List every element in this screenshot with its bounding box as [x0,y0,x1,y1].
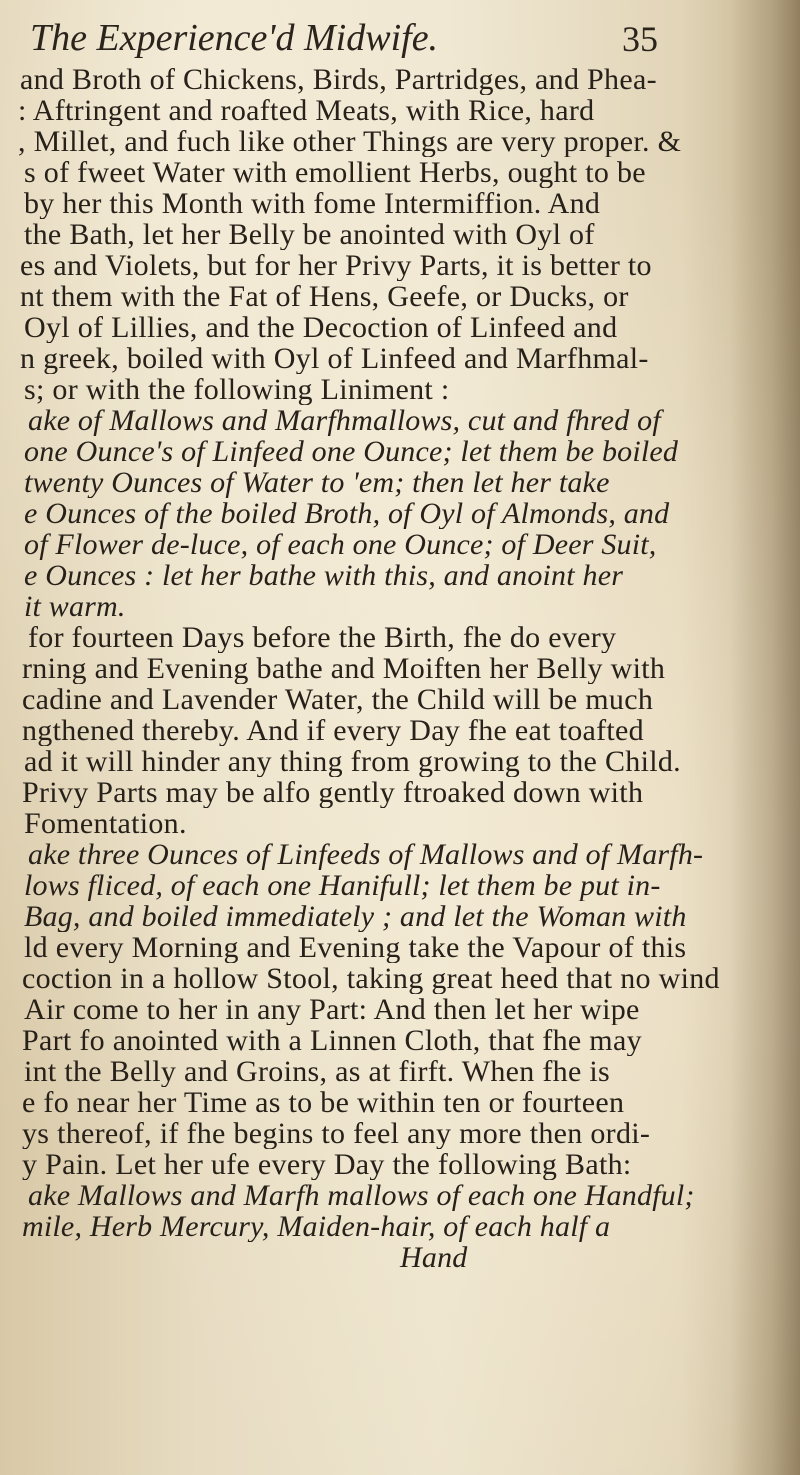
text-line [0,1025,800,1056]
text-line-content: int the Belly and Groins, as at firft. When fhe is [24,1056,610,1087]
text-line [0,1180,800,1211]
text-line [0,560,800,591]
text-line-content: n greek, boiled with Oyl of Linfeed and Marfhmal- [20,343,649,374]
text-line-content: cadine and Lavender Water, the Child will be much [22,684,654,715]
text-line-content: y Pain. Let her ufe every Day the following Bath: [22,1149,632,1180]
text-line-content: s of fweet Water with emollient Herbs, ought to be [24,157,646,188]
text-line-content: ake three Ounces of Linfeeds of Mallows and of Marfh- [28,839,704,870]
text-line-content: ake of Mallows and Marfhmallows, cut and fhred of [28,405,661,436]
text-line [0,808,800,839]
text-line-content: ngthened thereby. And if every Day fhe eat toafted [22,715,644,746]
text-line-content: e fo near her Time as to be within ten or fourteen [22,1087,625,1118]
text-line [0,932,800,963]
text-line [0,653,800,684]
text-line-content: and Broth of Chickens, Birds, Partridges, and Phea- [20,64,657,95]
text-line [0,529,800,560]
text-line [0,219,800,250]
text-line [0,1149,800,1180]
text-line [0,715,800,746]
text-line [0,1211,800,1242]
text-line-content: mile, Herb Mercury, Maiden-hair, of each half a [22,1211,611,1242]
text-line [0,1118,800,1149]
text-line-content: Hand [400,1242,468,1273]
text-line-content: : Aftringent and roafted Meats, with Rice, hard [18,95,595,126]
text-line-content: e Ounces of the boiled Broth, of Oyl of Almonds, and [24,498,670,529]
text-line-content: for fourteen Days before the Birth, fhe do every [28,622,617,653]
text-line-content: ake Mallows and Marfh mallows of each one Handful; [28,1180,695,1211]
text-line [0,188,800,219]
text-line-content: e Ounces : let her bathe with this, and anoint her [24,560,624,591]
text-line-content: s; or with the following Liniment : [24,374,450,405]
text-line-content: lows fliced, of each one Hanifull; let them be put in- [24,870,661,901]
page-number: 35 [622,19,658,59]
text-line [0,746,800,777]
text-line [0,684,800,715]
text-line [0,64,800,95]
text-line [0,281,800,312]
text-line-content: it warm. [24,591,126,622]
text-line-content: Part fo anointed with a Linnen Cloth, that fhe may [22,1025,642,1056]
text-line-content: ys thereof, if fhe begins to feel any more then ordi- [22,1118,651,1149]
text-line [0,436,800,467]
text-line [0,126,800,157]
text-line-content: ad it will hinder any thing from growing to the Child. [24,746,681,777]
text-line-content: Oyl of Lillies, and the Decoction of Linfeed and [24,312,618,343]
text-line-content: nt them with the Fat of Hens, Geefe, or Ducks, or [20,281,629,312]
text-line-content: rning and Evening bathe and Moiften her Belly with [22,653,666,684]
text-line-content: Fomentation. [24,808,187,839]
body-text [0,64,800,1273]
text-line-content: es and Violets, but for her Privy Parts, it is better to [20,250,652,281]
text-line [0,870,800,901]
text-line [0,405,800,436]
text-line [0,777,800,808]
text-line-content: Air come to her in any Part: And then let her wipe [24,994,640,1025]
text-line-content: twenty Ounces of Water to 'em; then let her take [24,467,610,498]
text-line [0,963,800,994]
text-line [0,839,800,870]
text-line-content: of Flower de-luce, of each one Ounce; of Deer Suit, [24,529,657,560]
text-line-content: coction in a hollow Stool, taking great heed that no wind [22,963,720,994]
text-line [0,498,800,529]
text-line [0,901,800,932]
text-line [0,591,800,622]
text-line [0,312,800,343]
text-line [0,467,800,498]
text-line-content: the Bath, let her Belly be anointed with Oyl of [24,219,595,250]
text-line-content: Bag, and boiled immediately ; and let the Woman with [24,901,687,932]
text-line [0,95,800,126]
text-line-content: one Ounce's of Linfeed one Ounce; let them be boiled [24,436,679,467]
text-line [0,994,800,1025]
text-line [0,374,800,405]
text-line-content: by her this Month with fome Intermiffion. And [24,188,601,219]
text-line-content: ld every Morning and Evening take the Vapour of this [24,932,687,963]
text-line [0,1242,800,1273]
text-line [0,343,800,374]
text-line-content: Privy Parts may be alfo gently ftroaked down with [22,777,644,808]
text-line [0,250,800,281]
text-line-content: , Millet, and fuch like other Things are very proper. & [18,126,682,157]
text-line [0,1087,800,1118]
text-line [0,157,800,188]
page-header [0,14,800,64]
text-line [0,622,800,653]
text-line [0,1056,800,1087]
running-title: The Experience'd Midwife. [30,17,439,59]
